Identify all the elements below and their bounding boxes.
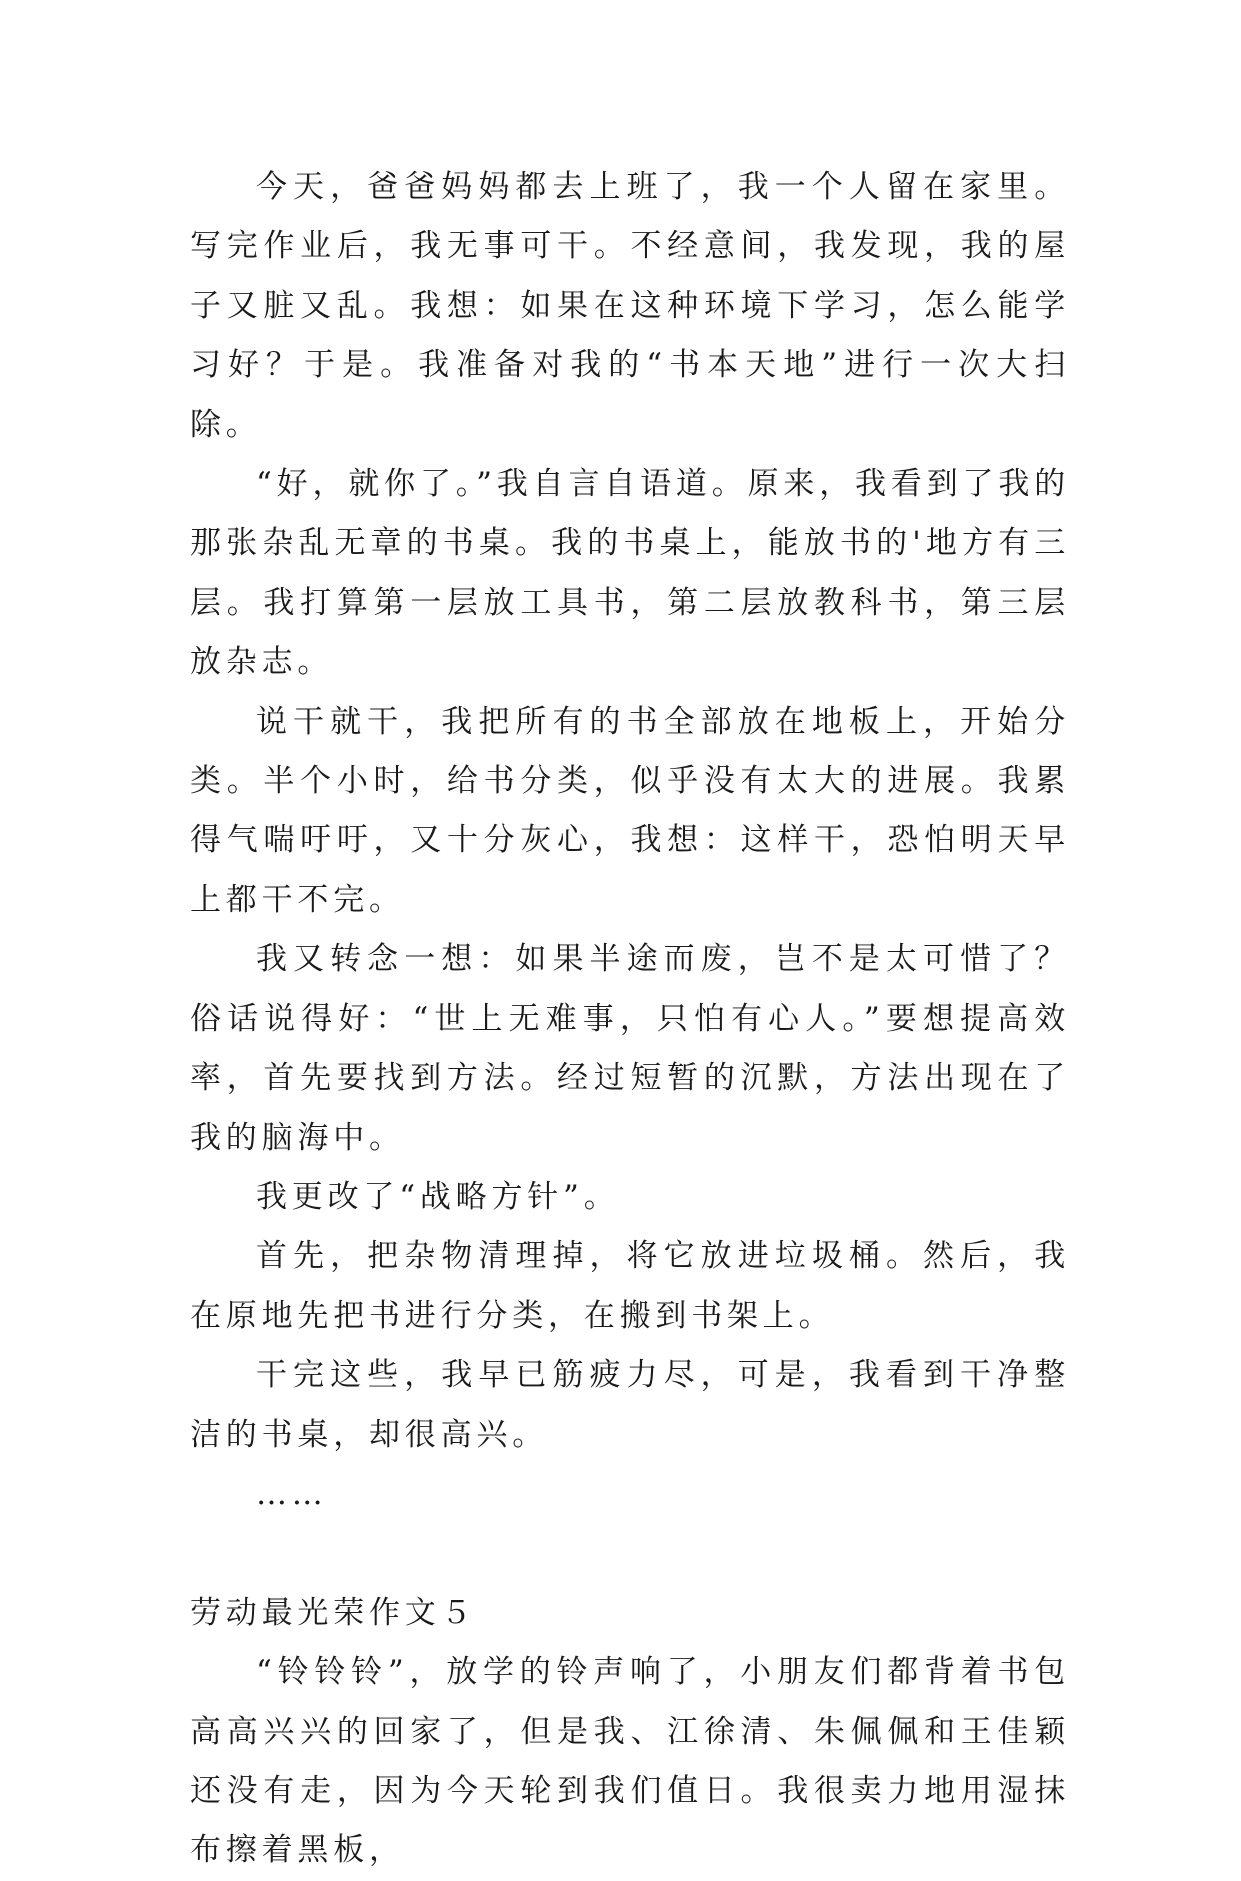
paragraph: “铃铃铃”，放学的铃声响了，小朋友们都背着书包高高兴兴的回家了，但是我、江徐清、朱佩佩和王佳颖还没有走，因为今天轮到我们值日。我很卖力地用湿抹布擦着黑板， [190, 1654, 1071, 1869]
ellipsis-paragraph: …… [256, 1475, 328, 1512]
section-heading: 劳动最光荣作文５ [190, 1594, 477, 1631]
document-body [190, 158, 1070, 1881]
paragraph: 干完这些，我早已筋疲力尽，可是，我看到干净整洁的书桌，却很高兴。 [190, 1357, 1070, 1453]
paragraph: 我又转念一想：如果半途而废，岂不是太可惜了？俗话说得好：“世上无难事，只怕有心人。”要想提高效率，首先要找到方法。经过短暂的沉默，方法出现在了我的脑海中。 [190, 941, 1070, 1156]
paragraph: 今天，爸爸妈妈都去上班了，我一个人留在家里。写完作业后，我无事可干。不经意间，我发现，我的屋子又脏又乱。我想：如果在这种环境下学习，怎么能学习好？于是。我准备对我的“书本天地”进行一次大扫除。 [190, 169, 1070, 443]
paragraph: 我更改了“战略方针”。 [256, 1178, 620, 1215]
paragraph: 首先，把杂物清理掉，将它放进垃圾桶。然后，我在原地先把书进行分类，在搬到书架上。 [190, 1238, 1070, 1334]
paragraph: 说干就干，我把所有的书全部放在地板上，开始分类。半个小时，给书分类，似乎没有太大的进展。我累得气喘吁吁，又十分灰心，我想：这样干，恐怕明天早上都干不完。 [190, 703, 1070, 918]
paragraph: “好，就你了。”我自言自语道。原来，我看到了我的那张杂乱无章的书桌。我的书桌上，能放书的'地方有三层。我打算第一层放工具书，第二层放教科书，第三层放杂志。 [190, 466, 1070, 681]
